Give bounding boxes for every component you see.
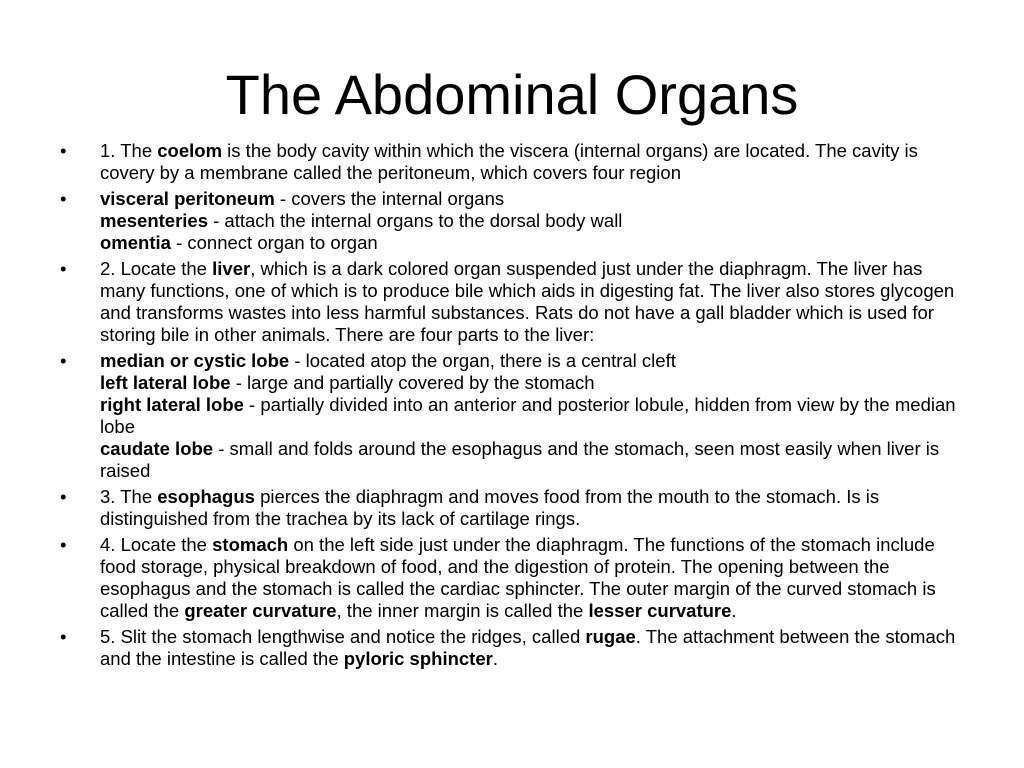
bullet-line [100, 486, 965, 530]
text-run: 5. Slit the stomach lengthwise and notice the ridges, called [100, 626, 586, 647]
text-run: pierces the diaphragm and moves food from the mouth to the stomach. Is is distinguished from the trachea by its lack of cartilage rings. [100, 486, 880, 529]
bullet-text [100, 140, 965, 184]
text-run: . [492, 648, 498, 669]
bold-term: mesenteries [100, 210, 208, 231]
bullet-text [100, 350, 965, 482]
bold-term: omentia [100, 232, 171, 253]
bullet-line [100, 394, 965, 438]
text-run: . [731, 600, 737, 621]
bold-term: stomach [212, 534, 289, 555]
bullet-marker: • [60, 534, 67, 555]
text-run: 3. The [100, 486, 158, 507]
text-run: - partially divided into an anterior and posterior lobule, hidden from view by the median lobe [100, 394, 956, 437]
bullet-line [100, 626, 965, 670]
bullet-text [100, 486, 965, 530]
text-run: , the inner margin is called the [336, 600, 589, 621]
bullet-text [100, 626, 965, 670]
text-run: - small and folds around the esophagus and the stomach, seen most easily when liver is raised [100, 438, 940, 481]
bold-term: esophagus [157, 486, 255, 507]
bullet-marker: • [60, 258, 67, 279]
bold-term: pyloric sphincter [343, 648, 493, 669]
bullet-marker: • [60, 140, 67, 161]
bullet-line [100, 140, 965, 184]
bold-term: right lateral lobe [100, 394, 244, 415]
text-run: - located atop the organ, there is a central cleft [289, 350, 676, 371]
text-run: is the body cavity within which the viscera (internal organs) are located. The cavity is covery by a membrane called the peritoneum, which covers four region [100, 140, 918, 183]
bold-term: greater curvature [184, 600, 337, 621]
bullet-item [60, 534, 965, 622]
bullet-text [100, 534, 965, 622]
bold-term: caudate lobe [100, 438, 214, 459]
bullet-list [60, 140, 965, 674]
bullet-item [60, 188, 965, 254]
bullet-item [60, 626, 965, 670]
bullet-line [100, 438, 965, 482]
text-run: - large and partially covered by the stomach [230, 372, 595, 393]
bullet-line [100, 232, 965, 254]
bullet-item [60, 486, 965, 530]
bold-term: left lateral lobe [100, 372, 231, 393]
bullet-line [100, 210, 965, 232]
bullet-item [60, 258, 965, 346]
bullet-line [100, 258, 965, 346]
bold-term: visceral peritoneum [100, 188, 275, 209]
bullet-marker: • [60, 188, 67, 209]
bold-term: rugae [585, 626, 636, 647]
bullet-line [100, 534, 965, 622]
text-run: 2. Locate the [100, 258, 213, 279]
bullet-line [100, 188, 965, 210]
text-run: , which is a dark colored organ suspended just under the diaphragm. The liver has many functions, one of which is to produce bile which aids in digesting fat. The liver also stores glycogen and transforms wastes into less harmful substances. Rats do not have a gall bladder which is used for storing bile in other animals. There are four parts to the liver: [100, 258, 955, 345]
bold-term: lesser curvature [588, 600, 732, 621]
bullet-text [100, 258, 965, 346]
text-run: . The attachment between the stomach and the intestine is called the [100, 626, 956, 669]
text-run: - covers the internal organs [274, 188, 505, 209]
bullet-marker: • [60, 486, 67, 507]
bullet-item [60, 140, 965, 184]
bullet-line [100, 372, 965, 394]
bold-term: median or cystic lobe [100, 350, 290, 371]
bullet-marker: • [60, 626, 67, 647]
bullet-text [100, 188, 965, 254]
text-run: 1. The [100, 140, 158, 161]
text-run: 4. Locate the [100, 534, 213, 555]
bullet-item [60, 350, 965, 482]
text-run: - attach the internal organs to the dorsal body wall [207, 210, 623, 231]
bold-term: coelom [157, 140, 223, 161]
slide-title: The Abdominal Organs [225, 63, 799, 126]
text-run: on the left side just under the diaphragm. The functions of the stomach include food storage, physical breakdown of food, and the digestion of protein. The opening between the esophagus and the stomach is called the cardiac sphincter. The outer margin of the curved stomach is called the [100, 534, 936, 621]
bullet-line [100, 350, 965, 372]
text-run: - connect organ to organ [170, 232, 378, 253]
bullet-marker: • [60, 350, 67, 371]
bold-term: liver [212, 258, 251, 279]
